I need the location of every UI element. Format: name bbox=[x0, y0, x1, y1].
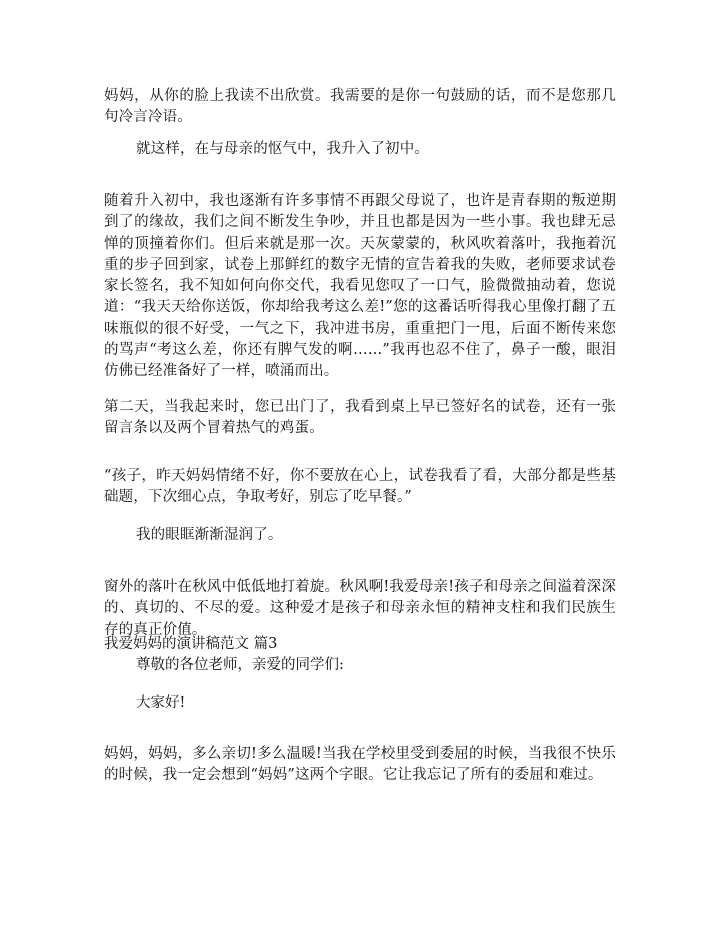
paragraph-mom-warm: 妈妈，妈妈，多么亲切!多么温暖!当我在学校里受到委屈的时候，当我很不快乐的时候，我一定会想到“妈妈”这两个字眼。它让我忘记了所有的委屈和难过。 bbox=[104, 746, 616, 784]
paragraph-note-quote: “孩子，昨天妈妈情绪不好，你不要放在心上，试卷我看了看，大部分都是些基础题，下次细心点，争取考好，别忘了吃早餐。” bbox=[104, 468, 616, 506]
hello-line: 大家好! bbox=[136, 695, 186, 711]
paragraph-junior-high: 就这样，在与母亲的怄气中，我升入了初中。 bbox=[136, 141, 429, 157]
section-heading: 我爱妈妈的演讲稿范文 篇3 bbox=[104, 636, 278, 652]
greeting-line: 尊敬的各位老师，亲爱的同学们: bbox=[136, 657, 344, 673]
paragraph-next-day: 第二天，当我起来时，您已出门了，我看到桌上早已签好名的试卷，还有一张留言条以及两个冒着热气的鸡蛋。 bbox=[104, 399, 616, 437]
paragraph-quarrel-story: 随着升入初中，我也逐渐有许多事情不再跟父母说了，也许是青春期的叛逆期到了的缘故，我们之间不断发生争吵，并且也都是因为一些小事。我也肆无忌惮的顶撞着你们。但后来就是那一次。天灰蒙蒙的，秋风吹着落叶，我拖着沉重的步子回到家，试卷上那鲜红的数字无情的宣告着我的失败，老师要求试卷家长签名，我不知如何向你交代，我看见您叹了一口气，脸微微抽动着，您说道：“我天天给你送饭，你却给我考这么差!”您的这番话听得我心里像打翻了五味瓶似的很不好受，一气之下，我冲进书房，重重把门一甩，后面不断传来您的骂声“考这么差，你还有脾气发的啊……”我再也忍不住了，鼻子一酸，眼泪仿佛已经准备好了一样，喷涌而出。 bbox=[104, 193, 616, 380]
paragraph-autumn-love: 窗外的落叶在秋风中低低地打着旋。秋风啊!我爱母亲!孩子和母亲之间溢着深深的、真切的、不尽的爱。这种爱才是孩子和母亲永恒的精神支柱和我们民族生存的真正价值。 bbox=[104, 579, 616, 638]
paragraph-tears: 我的眼眶渐渐湿润了。 bbox=[136, 527, 283, 543]
paragraph-mother-face: 妈妈，从你的脸上我读不出欣赏。我需要的是你一句鼓励的话，而不是您那几句冷言冷语。 bbox=[104, 88, 616, 126]
